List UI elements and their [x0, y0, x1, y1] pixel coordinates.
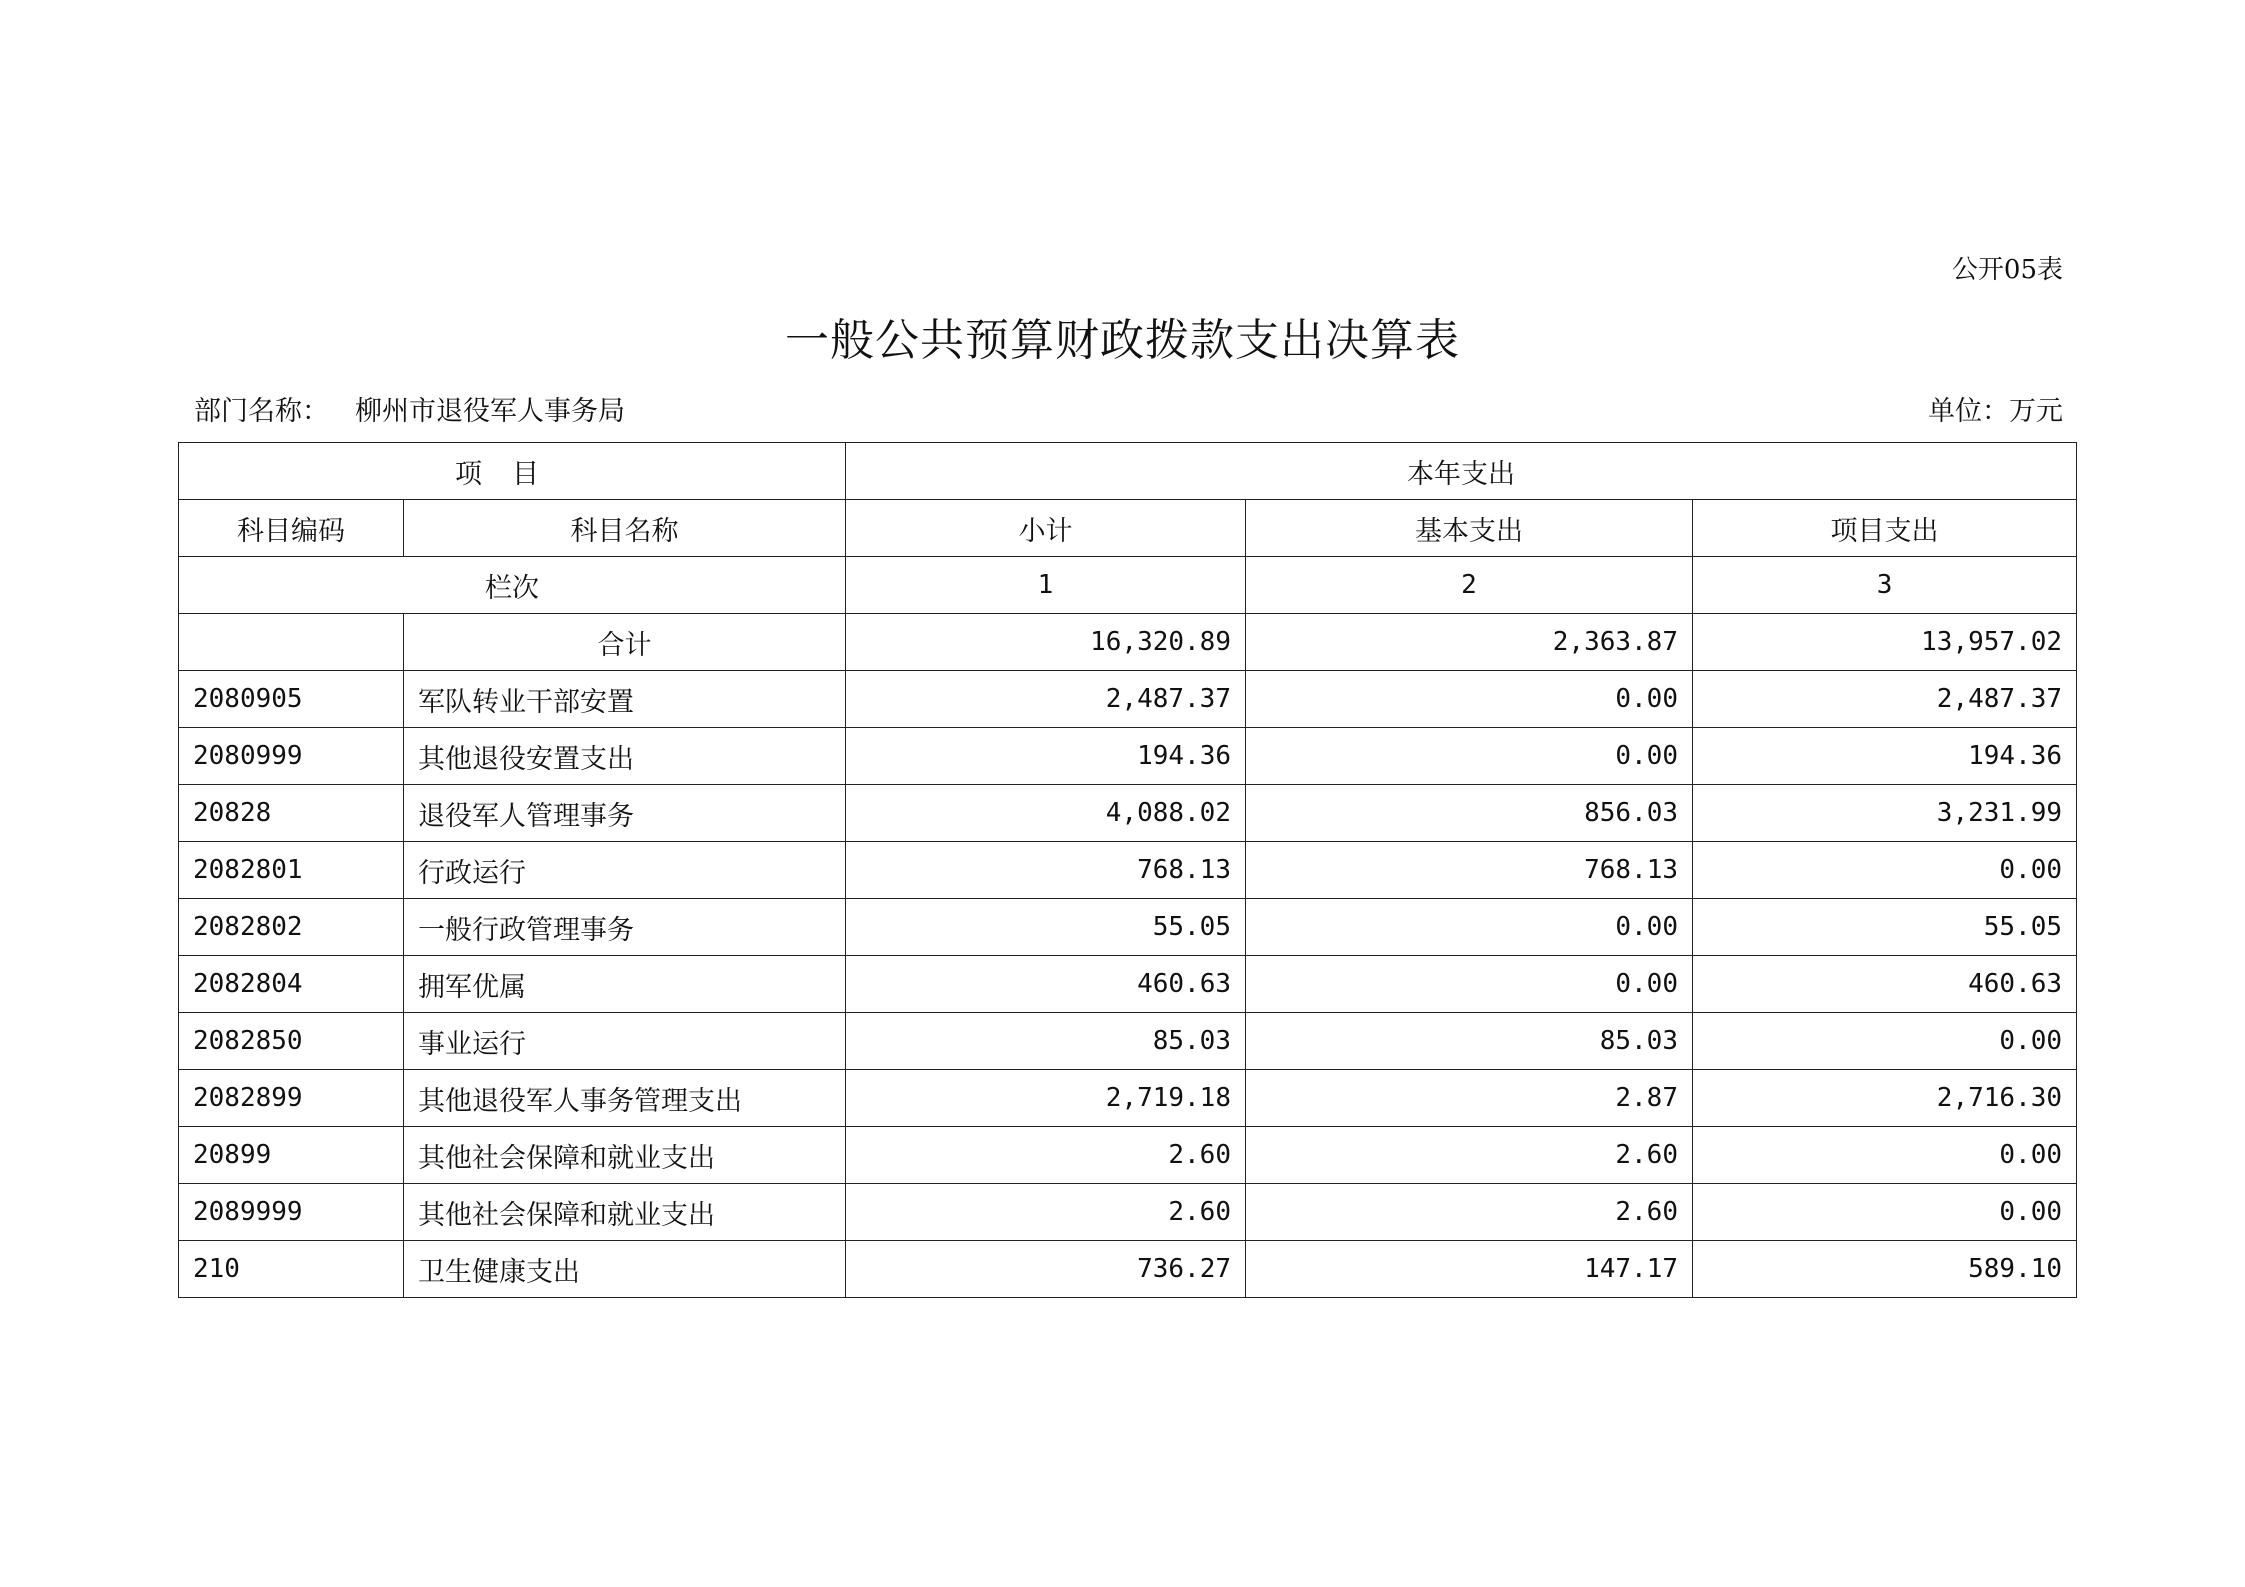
row-subtotal: 55.05 [846, 899, 1246, 956]
row-subtotal: 194.36 [846, 728, 1246, 785]
table-row [179, 785, 2077, 842]
header-project-expense: 项目支出 [1693, 500, 2077, 557]
header-col-1: 1 [846, 557, 1246, 614]
row-subtotal: 736.27 [846, 1241, 1246, 1298]
row-code: 20899 [179, 1127, 404, 1184]
table-row [179, 1013, 2077, 1070]
row-name: 其他退役军人事务管理支出 [404, 1070, 846, 1127]
department-info [194, 394, 625, 430]
total-subtotal: 16,320.89 [846, 614, 1246, 671]
row-name: 军队转业干部安置 [404, 671, 846, 728]
row-project: 194.36 [1693, 728, 2077, 785]
row-subtotal: 85.03 [846, 1013, 1246, 1070]
table-row [179, 899, 2077, 956]
row-basic: 0.00 [1246, 899, 1693, 956]
row-code: 2082850 [179, 1013, 404, 1070]
unit-label: 单位：万元 [1928, 396, 2063, 427]
form-number: 公开05表 [1951, 255, 2063, 285]
header-basic: 基本支出 [1246, 500, 1693, 557]
table-row [179, 842, 2077, 899]
row-project: 0.00 [1693, 1127, 2077, 1184]
header-row-3 [179, 557, 2077, 614]
total-project: 13,957.02 [1693, 614, 2077, 671]
row-project: 3,231.99 [1693, 785, 2077, 842]
row-project: 0.00 [1693, 842, 2077, 899]
row-basic: 0.00 [1246, 956, 1693, 1013]
header-column-order: 栏次 [179, 557, 846, 614]
row-name: 其他社会保障和就业支出 [404, 1127, 846, 1184]
header-subtotal: 小计 [846, 500, 1246, 557]
row-name: 拥军优属 [404, 956, 846, 1013]
total-basic: 2,363.87 [1246, 614, 1693, 671]
row-basic: 768.13 [1246, 842, 1693, 899]
row-project: 55.05 [1693, 899, 2077, 956]
total-row [179, 614, 2077, 671]
table-row [179, 1070, 2077, 1127]
row-subtotal: 2.60 [846, 1184, 1246, 1241]
row-code: 2080999 [179, 728, 404, 785]
row-basic: 0.00 [1246, 728, 1693, 785]
row-project: 589.10 [1693, 1241, 2077, 1298]
row-name: 事业运行 [404, 1013, 846, 1070]
row-project: 2,487.37 [1693, 671, 2077, 728]
row-code: 20828 [179, 785, 404, 842]
table-row [179, 1184, 2077, 1241]
row-code: 2082802 [179, 899, 404, 956]
row-basic: 85.03 [1246, 1013, 1693, 1070]
row-name: 卫生健康支出 [404, 1241, 846, 1298]
row-subtotal: 460.63 [846, 956, 1246, 1013]
header-col-3: 3 [1693, 557, 2077, 614]
header-project: 项目 [179, 443, 846, 500]
page-title: 一般公共预算财政拨款支出决算表 [785, 315, 1460, 366]
department-label: 部门名称： [194, 396, 329, 427]
row-basic: 856.03 [1246, 785, 1693, 842]
table-row [179, 728, 2077, 785]
table-row [179, 1127, 2077, 1184]
row-project: 2,716.30 [1693, 1070, 2077, 1127]
row-subtotal: 768.13 [846, 842, 1246, 899]
row-basic: 2.87 [1246, 1070, 1693, 1127]
header-row-2 [179, 500, 2077, 557]
row-code: 2089999 [179, 1184, 404, 1241]
table-row [179, 1241, 2077, 1298]
row-name: 其他退役安置支出 [404, 728, 846, 785]
row-name: 一般行政管理事务 [404, 899, 846, 956]
table-row [179, 671, 2077, 728]
header-row-1 [179, 443, 2077, 500]
row-code: 2082899 [179, 1070, 404, 1127]
row-name: 其他社会保障和就业支出 [404, 1184, 846, 1241]
row-name: 行政运行 [404, 842, 846, 899]
header-code: 科目编码 [179, 500, 404, 557]
row-code: 2080905 [179, 671, 404, 728]
row-code: 2082801 [179, 842, 404, 899]
row-basic: 0.00 [1246, 671, 1693, 728]
total-code-cell [179, 614, 404, 671]
row-name: 退役军人管理事务 [404, 785, 846, 842]
row-code: 2082804 [179, 956, 404, 1013]
row-basic: 147.17 [1246, 1241, 1693, 1298]
row-subtotal: 2,719.18 [846, 1070, 1246, 1127]
row-project: 0.00 [1693, 1184, 2077, 1241]
row-subtotal: 4,088.02 [846, 785, 1246, 842]
header-name: 科目名称 [404, 500, 846, 557]
row-subtotal: 2.60 [846, 1127, 1246, 1184]
header-year-expense: 本年支出 [846, 443, 2077, 500]
header-col-2: 2 [1246, 557, 1693, 614]
row-basic: 2.60 [1246, 1127, 1693, 1184]
row-project: 460.63 [1693, 956, 2077, 1013]
row-basic: 2.60 [1246, 1184, 1693, 1241]
table-row [179, 956, 2077, 1013]
row-project: 0.00 [1693, 1013, 2077, 1070]
total-label: 合计 [404, 614, 846, 671]
row-subtotal: 2,487.37 [846, 671, 1246, 728]
row-code: 210 [179, 1241, 404, 1298]
budget-table [178, 442, 2077, 1298]
department-name: 柳州市退役军人事务局 [355, 396, 625, 427]
